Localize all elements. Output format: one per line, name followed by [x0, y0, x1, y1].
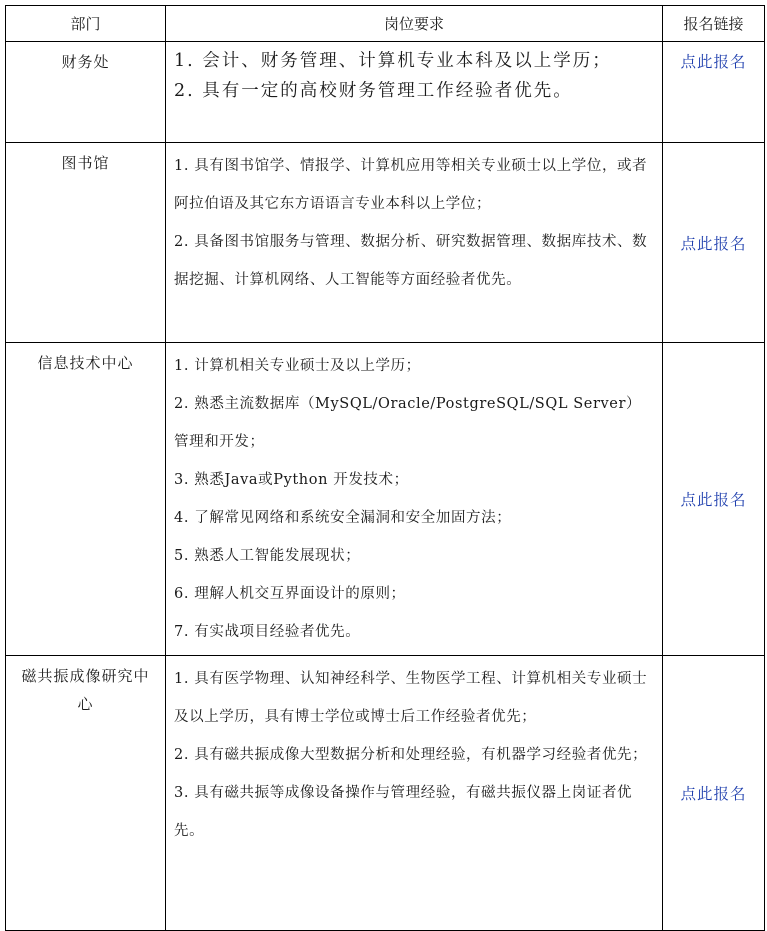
department-cell: 图书馆 — [6, 143, 166, 343]
department-cell: 信息技术中心 — [6, 343, 166, 656]
register-link[interactable]: 点此报名 — [680, 785, 747, 803]
requirement-item: 7. 有实战项目经验者优先。 — [174, 624, 361, 640]
requirement-item: 2. 具有磁共振成像大型数据分析和处理经验，有机器学习经验者优先； — [174, 747, 648, 763]
department-cell: 磁共振成像研究中心 — [6, 656, 166, 931]
link-cell — [663, 343, 765, 656]
header-requirements: 岗位要求 — [166, 6, 663, 42]
requirement-item: 3. 具有磁共振等成像设备操作与管理经验，有磁共振仪器上岗证者优先。 — [174, 785, 633, 839]
requirement-item: 1. 具有医学物理、认知神经科学、生物医学工程、计算机相关专业硕士及以上学历，具有博士学位或博士后工作经验者优先； — [174, 671, 648, 725]
requirement-item: 1. 具有图书馆学、情报学、计算机应用等相关专业硕士以上学位，或者阿拉伯语及其它东方语语言专业本科以上学位； — [174, 158, 648, 212]
table-header-row — [6, 6, 765, 42]
table-row — [6, 656, 765, 931]
header-department: 部门 — [6, 6, 166, 42]
header-link: 报名链接 — [663, 6, 765, 42]
table-row — [6, 42, 765, 143]
requirements-cell — [166, 42, 663, 143]
table-row — [6, 143, 765, 343]
table-row — [6, 343, 765, 656]
department-cell: 财务处 — [6, 42, 166, 143]
link-cell — [663, 42, 765, 143]
link-cell — [663, 656, 765, 931]
register-link[interactable]: 点此报名 — [680, 234, 747, 253]
requirement-item: 5. 熟悉人工智能发展现状； — [174, 548, 361, 564]
register-link[interactable]: 点此报名 — [680, 491, 747, 509]
requirement-item: 6. 理解人机交互界面设计的原则； — [174, 586, 406, 602]
requirements-cell — [166, 656, 663, 931]
requirement-item: 2. 熟悉主流数据库（MySQL/Oracle/PostgreSQL/SQL Server）管理和开发； — [174, 396, 642, 450]
job-requirements-table — [5, 5, 765, 931]
requirement-item: 1. 会计、财务管理、计算机专业本科及以上学历； — [174, 51, 612, 71]
requirement-item: 2. 具有一定的高校财务管理工作经验者优先。 — [174, 81, 573, 101]
register-link[interactable]: 点此报名 — [680, 53, 747, 71]
link-cell — [663, 143, 765, 343]
requirement-item: 3. 熟悉Java或Python 开发技术； — [174, 472, 409, 488]
requirement-item: 1. 计算机相关专业硕士及以上学历； — [174, 358, 421, 374]
requirements-cell — [166, 343, 663, 656]
requirement-item: 4. 了解常见网络和系统安全漏洞和安全加固方法； — [174, 510, 512, 526]
requirements-cell — [166, 143, 663, 343]
requirement-item: 2. 具备图书馆服务与管理、数据分析、研究数据管理、数据库技术、数据挖掘、计算机网络、人工智能等方面经验者优先。 — [174, 234, 648, 288]
